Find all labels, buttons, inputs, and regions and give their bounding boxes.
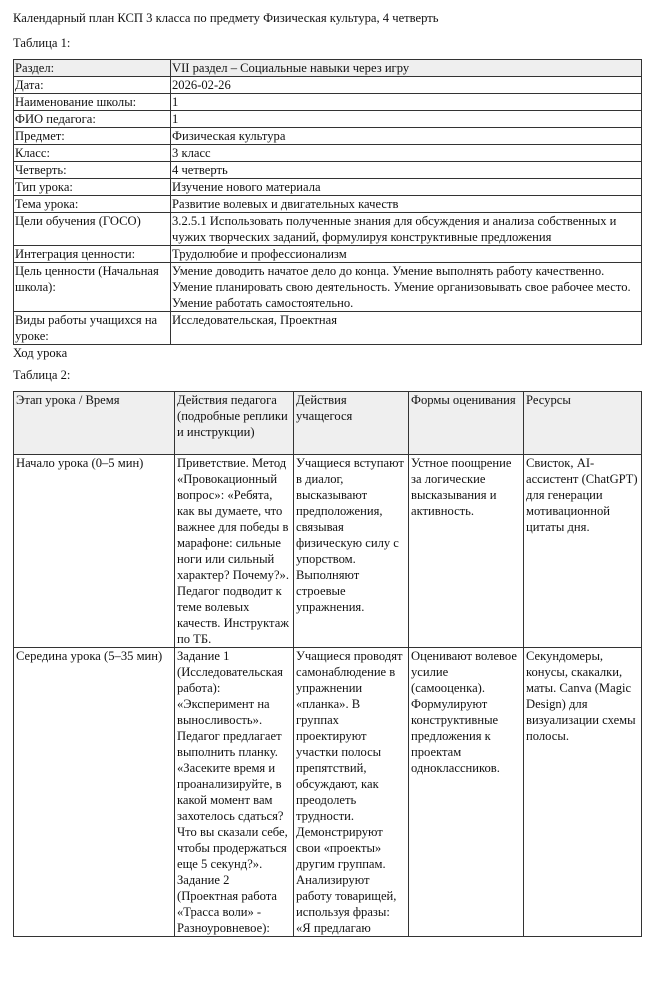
info-key: Четверть:: [14, 162, 171, 179]
info-key: Тип урока:: [14, 179, 171, 196]
lesson-flow-table: [13, 391, 642, 937]
info-key: Предмет:: [14, 128, 171, 145]
info-value: Развитие волевых и двигательных качеств: [171, 196, 642, 213]
info-row: [14, 179, 642, 196]
header-assessment: Формы оценивания: [409, 392, 524, 455]
info-row: [14, 145, 642, 162]
header-student: Действия учащегося: [294, 392, 409, 455]
info-key: Тема урока:: [14, 196, 171, 213]
info-key: Раздел:: [14, 60, 171, 77]
info-row: [14, 196, 642, 213]
header-resources: Ресурсы: [524, 392, 642, 455]
info-key: Цель ценности (Начальная школа):: [14, 263, 171, 312]
info-key: Наименование школы:: [14, 94, 171, 111]
info-key: Интеграция ценности:: [14, 246, 171, 263]
cell-resources: Секундомеры, конусы, скакалки, маты. Canva (Magic Design) для визуализации схемы полосы.: [524, 648, 642, 937]
cell-teacher: Задание 1 (Исследовательская работа): «Эксперимент на выносливость». Педагог предлагает выполнить планку. «Засеките время и проанализируйте, в какой момент вам захотелось сдаться? Что вы сказали себе, чтобы продержаться еще 5 секунд?». Задание 2 (Проектная работа «Трасса воли» - Разноуровневое):: [175, 648, 294, 937]
table1-label: Таблица 1:: [13, 36, 71, 50]
info-key: Виды работы учащихся на уроке:: [14, 312, 171, 345]
info-row: [14, 111, 642, 128]
document-page: [13, 10, 641, 937]
info-value: 1: [171, 94, 642, 111]
header-teacher: Действия педагога (подробные реплики и инструкции): [175, 392, 294, 455]
cell-assessment: Оценивают волевое усилие (самооценка). Формулируют конструктивные предложения к проектам одноклассников.: [409, 648, 524, 937]
info-value: 3 класс: [171, 145, 642, 162]
lesson-flow-label: Ход урока: [13, 346, 68, 360]
info-value: Физическая культура: [171, 128, 642, 145]
info-row: [14, 312, 642, 345]
info-key: Дата:: [14, 77, 171, 94]
info-value: 1: [171, 111, 642, 128]
table2-label: Таблица 2:: [13, 368, 71, 382]
info-row: [14, 60, 642, 77]
lesson-stage-row: [14, 648, 642, 937]
header-stage: Этап урока / Время: [14, 392, 175, 455]
lesson-info-table: [13, 59, 642, 345]
info-value: 3.2.5.1 Использовать полученные знания для обсуждения и анализа собственных и чужих творческих заданий, формулируя конструктивные предложения: [171, 213, 642, 246]
info-value: Умение доводить начатое дело до конца. Умение выполнять работу качественно. Умение планировать свою деятельность. Умение организовывать свое рабочее место. Умение работать самостоятельно.: [171, 263, 642, 312]
info-value: 4 четверть: [171, 162, 642, 179]
info-value: Трудолюбие и профессионализм: [171, 246, 642, 263]
info-row: [14, 94, 642, 111]
table2-header-row: [14, 392, 642, 455]
info-row: [14, 128, 642, 145]
cell-stage: Середина урока (5–35 мин): [14, 648, 175, 937]
info-value: Изучение нового материала: [171, 179, 642, 196]
cell-assessment: Устное поощрение за логические высказывания и активность.: [409, 455, 524, 648]
cell-resources: Свисток, AI-ассистент (ChatGPT) для генерации мотивационной цитаты дня.: [524, 455, 642, 648]
info-value: VII раздел – Социальные навыки через игру: [171, 60, 642, 77]
cell-stage: Начало урока (0–5 мин): [14, 455, 175, 648]
info-value: 2026-02-26: [171, 77, 642, 94]
document-title: Календарный план КСП 3 класса по предмету Физическая культура, 4 четверть: [13, 11, 439, 25]
info-key: ФИО педагога:: [14, 111, 171, 128]
cell-teacher: Приветствие. Метод «Провокационный вопрос»: «Ребята, как вы думаете, что важнее для победы в марафоне: сильные ноги или сильный характер? Почему?». Педагог подводит к теме волевых качеств. Инструктаж по ТБ.: [175, 455, 294, 648]
cell-student: Учащиеся вступают в диалог, высказывают предположения, связывая физическую силу с упорством. Выполняют строевые упражнения.: [294, 455, 409, 648]
info-value: Исследовательская, Проектная: [171, 312, 642, 345]
info-row: [14, 162, 642, 179]
cell-student: Учащиеся проводят самонаблюдение в упражнении «планка». В группах проектируют участки полосы препятствий, обсуждают, как преодолеть трудности. Демонстрируют свои «проекты» другим группам. Анализируют работу товарищей, используя фразы: «Я предлагаю: [294, 648, 409, 937]
info-row: [14, 263, 642, 312]
info-key: Цели обучения (ГОСО): [14, 213, 171, 246]
lesson-stage-row: [14, 455, 642, 648]
info-key: Класс:: [14, 145, 171, 162]
info-row: [14, 246, 642, 263]
info-row: [14, 77, 642, 94]
info-row: [14, 213, 642, 246]
